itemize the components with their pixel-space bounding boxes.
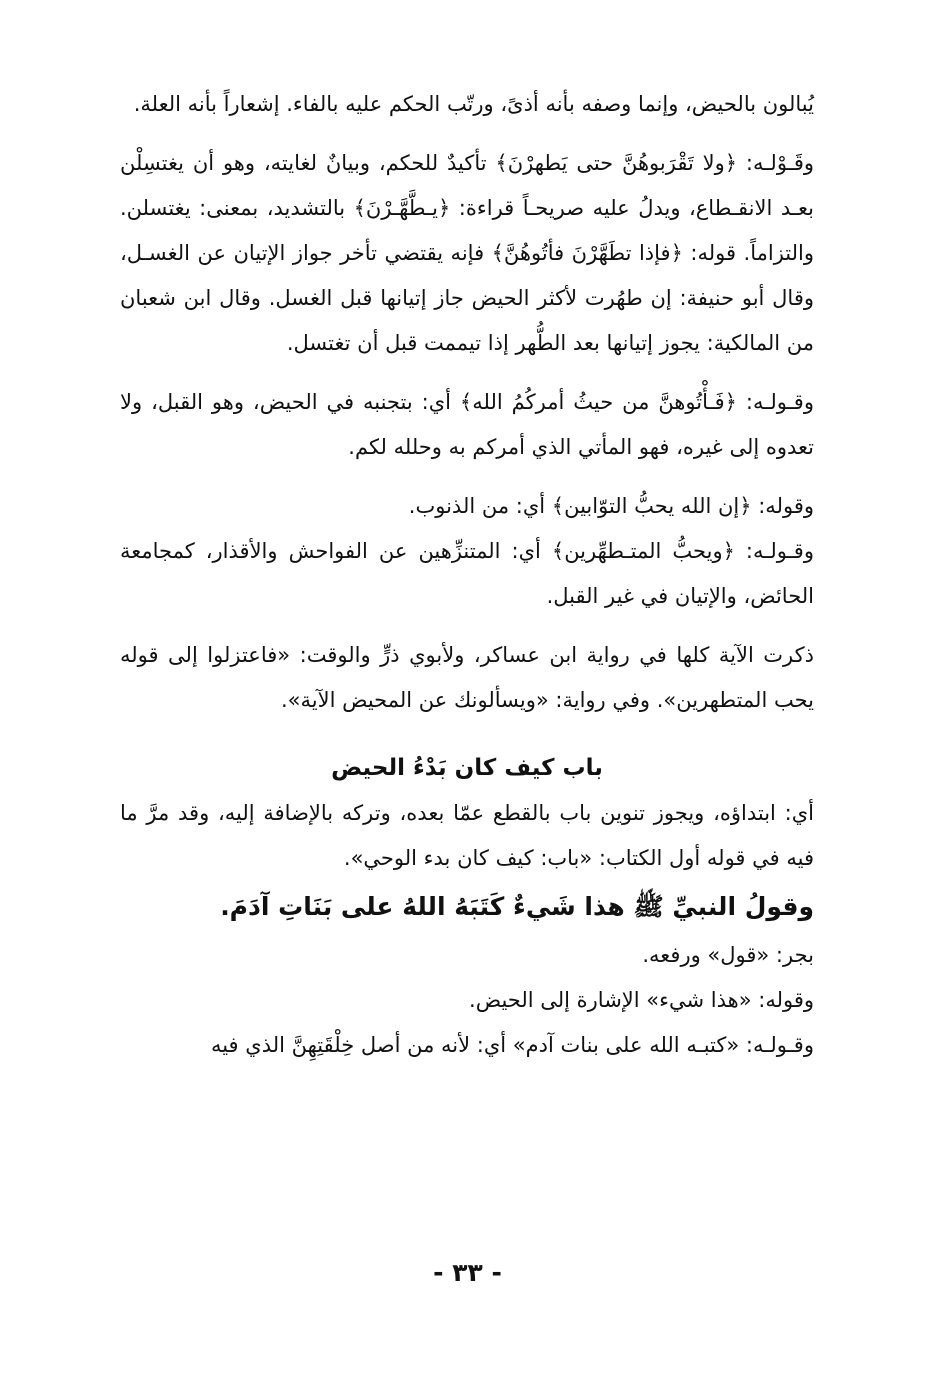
hadith-text: وقولُ النبيِّ ﷺ هذا شَيءٌ كَتَبَهُ اللهُ على بَنَاتِ آدَمَ. <box>220 892 814 921</box>
paragraph-tafsir-approach: وقـولـه: ﴿فَـأْتُوهنَّ من حيثُ أمركُمُ الله﴾ أي: بتجنبه في الحيض، وهو القبل، ولا تعدوه إلى غيره، فهو المأتي الذي أمركم به وحلله لكم. <box>120 390 814 459</box>
page-number: - ٣٣ - <box>433 1258 502 1287</box>
chapter-heading: باب كيف كان بَدْءُ الحيض <box>331 755 603 781</box>
paragraph-tafsir-purified: وقـولـه: ﴿ويحبُّ المتـطهِّرين﴾ أي: المتنزِّهين عن الفواحش والأقذار، كمجامعة الحائض، والإتيان في غير القبل. <box>120 539 814 608</box>
commentary-line: بجر: «قول» ورفعه. <box>642 943 814 967</box>
paragraph-tafsir-purification: وقَـوْلـه: ﴿ولا تَقْرَبوهُنَّ حتى يَطهرْنَ﴾ تأكيدٌ للحكم، وبيانٌ لغايته، وهو أن يغتسِلْن بعـد الانقـطاع، ويدلُ عليه صريحـاً قراءة: ﴿يـطَّهَّـرْنَ﴾ بالتشديد، بمعنى: يغتسلن. والتزاماً. قوله: ﴿فإذا تطَهَّرْنَ فأتُوهُنَّ﴾ فإنه يقتضي تأخر جواز الإتيان عن الغسـل، وقال أبو حنيفة: إن طهُرت لأكثر الحيض جاز إتيانها قبل الغسل. وقال ابن شعبان من المالكية: يجوز إتيانها بعد الطُّهر إذا تيممت قبل أن تغتسل. <box>120 151 814 355</box>
commentary-line: وقوله: «هذا شيء» الإشارة إلى الحيض. <box>469 988 814 1012</box>
commentary-line: وقـولـه: «كتبـه الله على بنات آدم» أي: لأنه من أصل خِلْقَتِهِنَّ الذي فيه <box>210 1033 814 1057</box>
chapter-explanation: أي: ابتداؤه، ويجوز تنوين باب بالقطع عمّا بعده، وتركه بالإضافة إليه، وقد مرَّ ما فيه في قوله أول الكتاب: «باب: كيف كان بدء الوحي». <box>120 801 814 870</box>
paragraph-tafsir-repentant: وقوله: ﴿إن الله يحبُّ التوّابين﴾ أي: من الذنوب. <box>408 494 814 518</box>
paragraph-intro: يُبالون بالحيض، وإنما وصفه بأنه أذىً، ورتّب الحكم عليه بالفاء. إشعاراً بأنه العلة. <box>133 92 814 116</box>
paragraph-narration-note: ذكرت الآية كلها في رواية ابن عساكر، ولأبوي ذرٍّ والوقت: «فاعتزلوا إلى قوله يحب المتطهرين». وفي رواية: «ويسألونك عن المحيض الآية». <box>120 643 814 712</box>
book-page <box>120 82 814 1342</box>
